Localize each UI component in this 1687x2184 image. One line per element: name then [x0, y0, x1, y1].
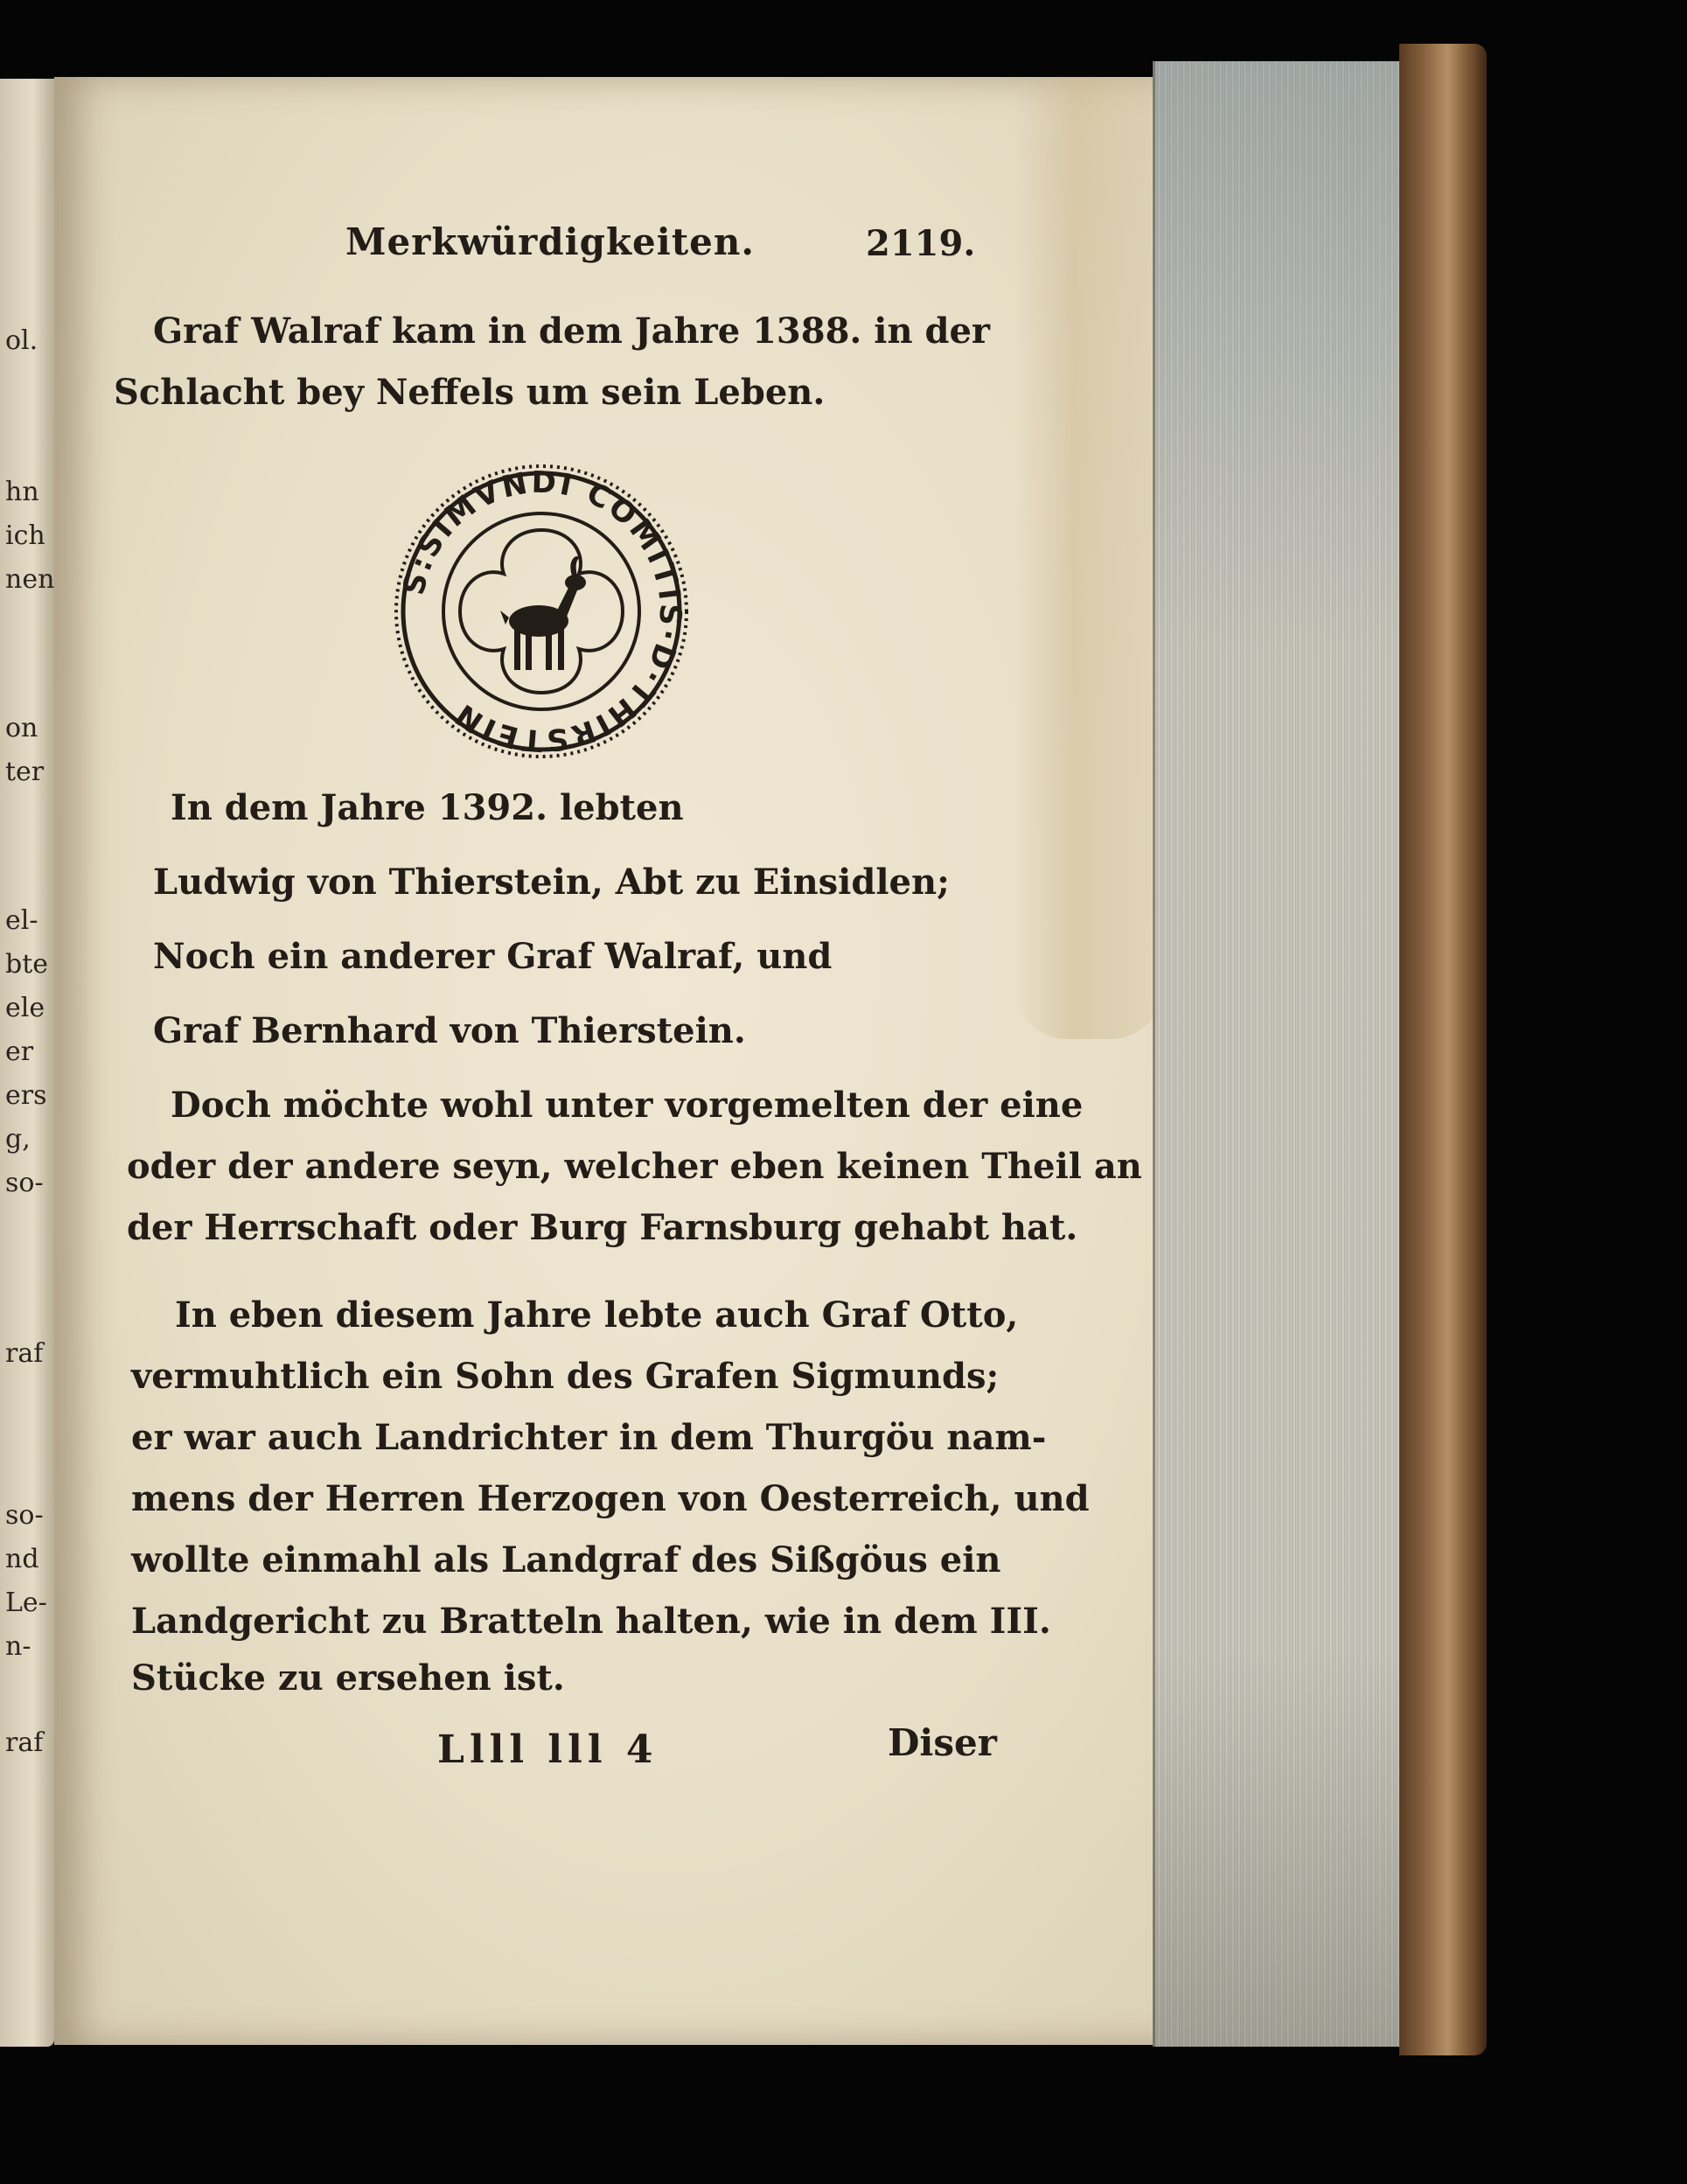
list-item: Ludwig von Thierstein, Abt zu Einsidlen;	[153, 862, 950, 903]
left-margin-fragment: on	[5, 713, 38, 743]
left-margin-fragment: bte	[5, 949, 49, 980]
left-margin-fragment: ter	[5, 757, 45, 787]
text-line: oder der andere seyn, welcher eben keinen Theil an	[127, 1146, 1142, 1187]
chamois-icon	[500, 556, 586, 670]
seal-with-chamois	[392, 462, 691, 761]
left-margin-fragment: n-	[5, 1631, 31, 1662]
list-item: Graf Bernhard von Thierstein.	[153, 1010, 746, 1051]
text-line: Graf Walraf kam in dem Jahre 1388. in der	[153, 311, 990, 352]
seal-inscription: S:SIMVNDI COMITIS·D·THIRSTEIN	[396, 464, 688, 758]
left-margin-fragment: nd	[5, 1544, 39, 1574]
page-block-shading	[1153, 61, 1408, 2047]
left-margin-fragment: g,	[5, 1124, 31, 1155]
left-facing-page	[0, 79, 54, 2047]
list-intro: In dem Jahre 1392. lebten	[171, 787, 684, 828]
text-line: vermuhtlich ein Sohn des Grafen Sigmunds;	[131, 1356, 1000, 1397]
left-margin-fragment: Le-	[5, 1587, 47, 1618]
left-margin-fragment: raf	[5, 1338, 44, 1369]
left-margin-fragment: hn	[5, 477, 39, 507]
left-margin-fragment: el-	[5, 905, 38, 936]
left-margin-fragment: raf	[5, 1727, 44, 1758]
text-line: Doch möchte wohl unter vorgemelten der eine	[171, 1085, 1084, 1126]
text-line: mens der Herren Herzogen von Oesterreich, und	[131, 1478, 1090, 1519]
left-margin-fragment: er	[5, 1036, 34, 1067]
left-margin-fragment: ele	[5, 993, 45, 1023]
left-margin-fragment: nen	[5, 564, 55, 595]
leather-cover	[1399, 44, 1487, 2055]
left-margin-fragment: so-	[5, 1500, 44, 1531]
text-line: der Herrschaft oder Burg Farnsburg gehabt hat.	[127, 1207, 1078, 1248]
left-margin-fragment: ers	[5, 1080, 47, 1111]
left-margin-fragment: ol.	[5, 325, 38, 356]
left-margin-fragment: so-	[5, 1168, 44, 1198]
running-title: Merkwürdigkeiten.	[345, 220, 756, 263]
text-line: wollte einmahl als Landgraf des Sißgöus ein	[131, 1539, 1001, 1580]
text-line: Schlacht bey Neffels um sein Leben.	[114, 372, 826, 413]
signature-mark: Llll lll 4	[437, 1727, 659, 1772]
page-number: 2119.	[866, 223, 976, 264]
catchword: Diser	[888, 1721, 997, 1764]
text-line: Stücke zu ersehen ist.	[131, 1657, 565, 1699]
text-line: In eben diesem Jahre lebte auch Graf Otto,	[175, 1294, 1019, 1336]
text-line: Landgericht zu Bratteln halten, wie in dem III.	[131, 1601, 1051, 1642]
left-margin-fragment: ich	[5, 520, 45, 551]
list-item: Noch ein anderer Graf Walraf, und	[153, 936, 833, 977]
water-stain	[1014, 77, 1163, 1039]
text-line: er war auch Landrichter in dem Thurgöu nam-	[131, 1417, 1047, 1458]
